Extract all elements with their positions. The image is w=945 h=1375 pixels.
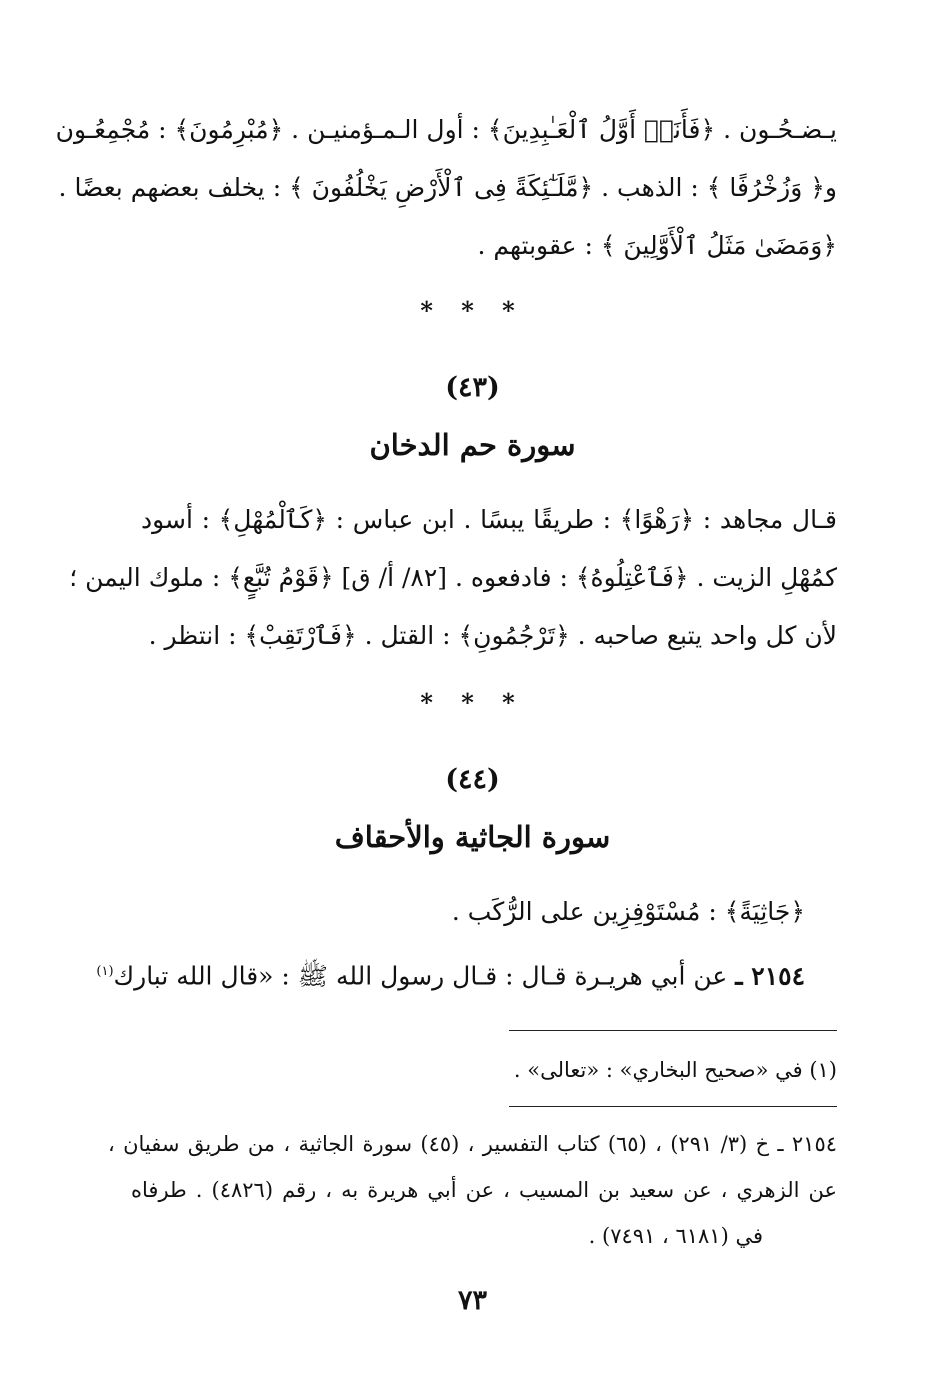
body-line-6: لأن كل واحد يتبع صاحبه . ﴿تَرْجُمُونِ﴾ : القتل . ﴿فَٱرْتَقِبْ﴾ : انتظر .: [148, 621, 837, 650]
reference-line-1: ٢١٥٤ ـ خ (٣/ ٢٩١) ، (٦٥) كتاب التفسير ، (٤٥) سورة الجاثية ، من طريق سفيان ،: [108, 1132, 838, 1156]
section-separator: * * *: [420, 688, 525, 717]
surah-title: سورة حم الدخان: [369, 428, 576, 462]
footnote-marker: (١): [96, 964, 114, 979]
footnote-rule: [509, 1030, 837, 1031]
body-line-2: و﴿ وَزُخْرُفًا ﴾ : الذهب . ﴿مَّلَـٰٓئِكَةً فِى ٱلْأَرْضِ يَخْلُفُونَ ﴾ : يخلف بعضهم بعضًا .: [58, 173, 837, 202]
reference-line-2: عن الزهري ، عن سعيد بن المسيب ، عن أبي هريرة به ، رقم (٤٨٢٦) . طرفاه: [131, 1178, 837, 1202]
hadith-line: [96, 952, 805, 996]
surah-title: سورة الجاثية والأحقاف: [334, 820, 611, 854]
footnote-1: (١) في «صحيح البخاري» : «تعالى» .: [513, 1058, 837, 1082]
body-line-5: كمُهْلِ الزيت . ﴿فَٱعْتِلُوهُ﴾ : فادفعوه . [٨٢/ أ/ ق] ﴿قَوْمُ تُبَّعٍ﴾ : ملوك اليمن ؛: [69, 563, 837, 592]
body-line-7: ﴿جَاثِيَةً﴾ : مُسْتَوْفِزِين على الرُّكَب .: [451, 897, 805, 926]
surah-number: (٤٤): [445, 764, 500, 795]
page-number: ٧٣: [457, 1285, 487, 1316]
surah-number: (٤٣): [445, 372, 500, 403]
body-line-4: قـال مجاهد : ﴿رَهْوًا﴾ : طريقًا يبسًا . ابن عباس : ﴿كَٱلْمُهْلِ﴾ : أسود: [141, 505, 837, 534]
body-line-1: يـضـحُـون . ﴿فَأَنَا۠ أَوَّلُ ٱلْعَـٰبِدِينَ﴾ : أول الـمـؤمنيـن . ﴿مُبْرِمُونَ﴾ : مُجْمِعُـون: [55, 115, 837, 144]
hadith-number: ٢١٥٤ ـ: [735, 961, 805, 991]
section-separator: * * *: [420, 296, 525, 325]
body-line-3: ﴿وَمَضَىٰ مَثَلُ ٱلْأَوَّلِينَ ﴾ : عقوبتهم .: [477, 231, 837, 260]
hadith-text: عن أبي هريـرة قـال : قـال رسول الله ﷺ : «قال الله تبارك: [113, 961, 728, 991]
reference-line-3: في (٦١٨١ ، ٧٤٩١) .: [588, 1224, 763, 1248]
reference-rule: [509, 1106, 837, 1107]
